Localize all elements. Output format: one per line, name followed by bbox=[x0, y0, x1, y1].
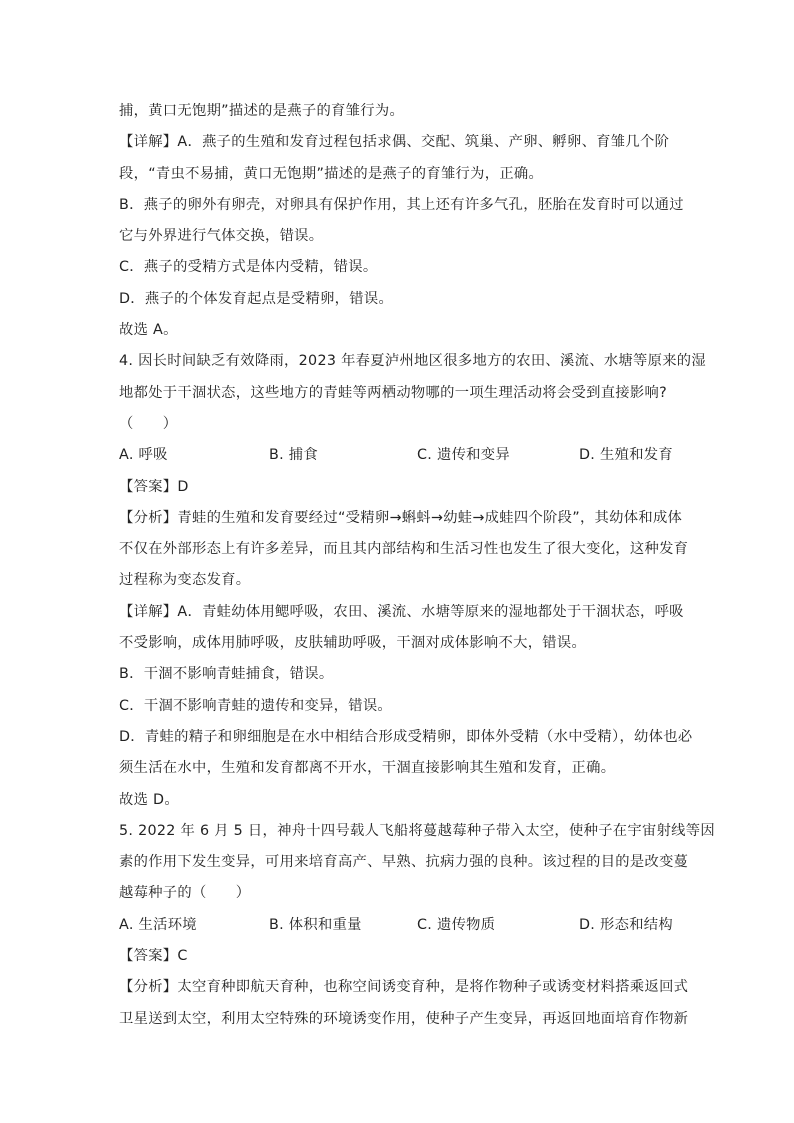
question-5-options bbox=[119, 910, 679, 941]
text-line: 故选 D。 bbox=[119, 791, 179, 808]
option-c: C. 遗传物质 bbox=[417, 916, 496, 933]
text-line: D．燕子的个体发育起点是受精卵，错误。 bbox=[119, 290, 394, 307]
question-4-options bbox=[119, 440, 679, 471]
answer-blank: （ ） bbox=[119, 415, 178, 432]
analysis-line: 【分析】青蛙的生殖和发育要经过“受精卵→蝌蚪→幼蛙→成蛙四个阶段”，其幼体和成体 bbox=[119, 509, 683, 526]
question-5-stem: 素的作用下发生变异，可用来培育高产、早熟、抗病力强的良种。该过程的目的是改变蔓 bbox=[119, 854, 689, 871]
text-line: 卫星送到太空，利用太空特殊的环境诱变作用，使种子产生变异，再返回地面培育作物新 bbox=[119, 1010, 689, 1027]
option-d: D. 生殖和发育 bbox=[579, 447, 673, 464]
option-a: A. 呼吸 bbox=[119, 447, 168, 464]
text-line: 捕，黄口无饱期”描述的是燕子的育雏行为。 bbox=[119, 103, 405, 119]
text-line: 不受影响，成体用肺呼吸，皮肤辅助呼吸，干涸对成体影响不大，错误。 bbox=[119, 635, 587, 652]
text-line: B．干涸不影响青蛙捕食，错误。 bbox=[119, 666, 334, 683]
explanation-line: 【详解】A．青蛙幼体用鳃呼吸，农田、溪流、水塘等原来的湿地都处于干涸状态，呼吸 bbox=[119, 603, 684, 620]
option-c: C. 遗传和变异 bbox=[417, 447, 510, 464]
text-line: 段，“青虫不易捕，黄口无饱期”描述的是燕子的育雏行为，正确。 bbox=[119, 165, 544, 182]
text-line: 【详解】A．燕子的生殖和发育过程包括求偶、交配、筑巢、产卵、孵卵、育雏几个阶 bbox=[119, 134, 670, 151]
text-line: 它与外界进行气体交换，错误。 bbox=[119, 228, 324, 245]
option-b: B. 捕食 bbox=[269, 447, 318, 464]
option-b: B. 体积和重量 bbox=[269, 916, 362, 933]
option-d: D. 形态和结构 bbox=[579, 916, 673, 933]
question-4-stem: 地都处于干涸状态，这些地方的青蛙等两栖动物哪的一项生理活动将会受到直接影响? bbox=[119, 384, 667, 401]
text-line: 故选 A。 bbox=[119, 322, 178, 339]
text-line: 不仅在外部形态上有许多差异，而且其内部结构和生活习性也发生了很大变化，这种发育 bbox=[119, 541, 689, 558]
text-line: B．燕子的卵外有卵壳，对卵具有保护作用，其上还有许多气孔，胚胎在发育时可以通过 bbox=[119, 196, 684, 213]
question-4-stem: 4. 因长时间缺乏有效降雨，2023 年春夏泸州地区很多地方的农田、溪流、水塘等原来的湿 bbox=[119, 353, 706, 370]
text-line: C．燕子的受精方式是体内受精，错误。 bbox=[119, 259, 378, 276]
text-line: 过程称为变态发育。 bbox=[119, 572, 251, 589]
text-line: C．干涸不影响青蛙的遗传和变异，错误。 bbox=[119, 697, 393, 714]
text-line: 须生活在水中，生殖和发育都离不开水，干涸直接影响其生殖和发育，正确。 bbox=[119, 760, 616, 777]
question-5-stem: 越莓种子的（ ） bbox=[119, 885, 251, 902]
text-line: D．青蛙的精子和卵细胞是在水中相结合形成受精卵，即体外受精（水中受精），幼体也必 bbox=[119, 728, 693, 745]
answer-line: 【答案】D bbox=[119, 478, 189, 495]
question-5-stem: 5. 2022 年 6 月 5 日，神舟十四号载人飞船将蔓越莓种子带入太空，使种子在宇宙射线等因 bbox=[119, 822, 715, 839]
analysis-line: 【分析】太空育种即航天育种，也称空间诱变育种，是将作物种子或诱变材料搭乘返回式 bbox=[119, 979, 689, 996]
answer-line: 【答案】C bbox=[119, 948, 188, 965]
option-a: A. 生活环境 bbox=[119, 916, 197, 933]
document-body bbox=[119, 96, 715, 1035]
